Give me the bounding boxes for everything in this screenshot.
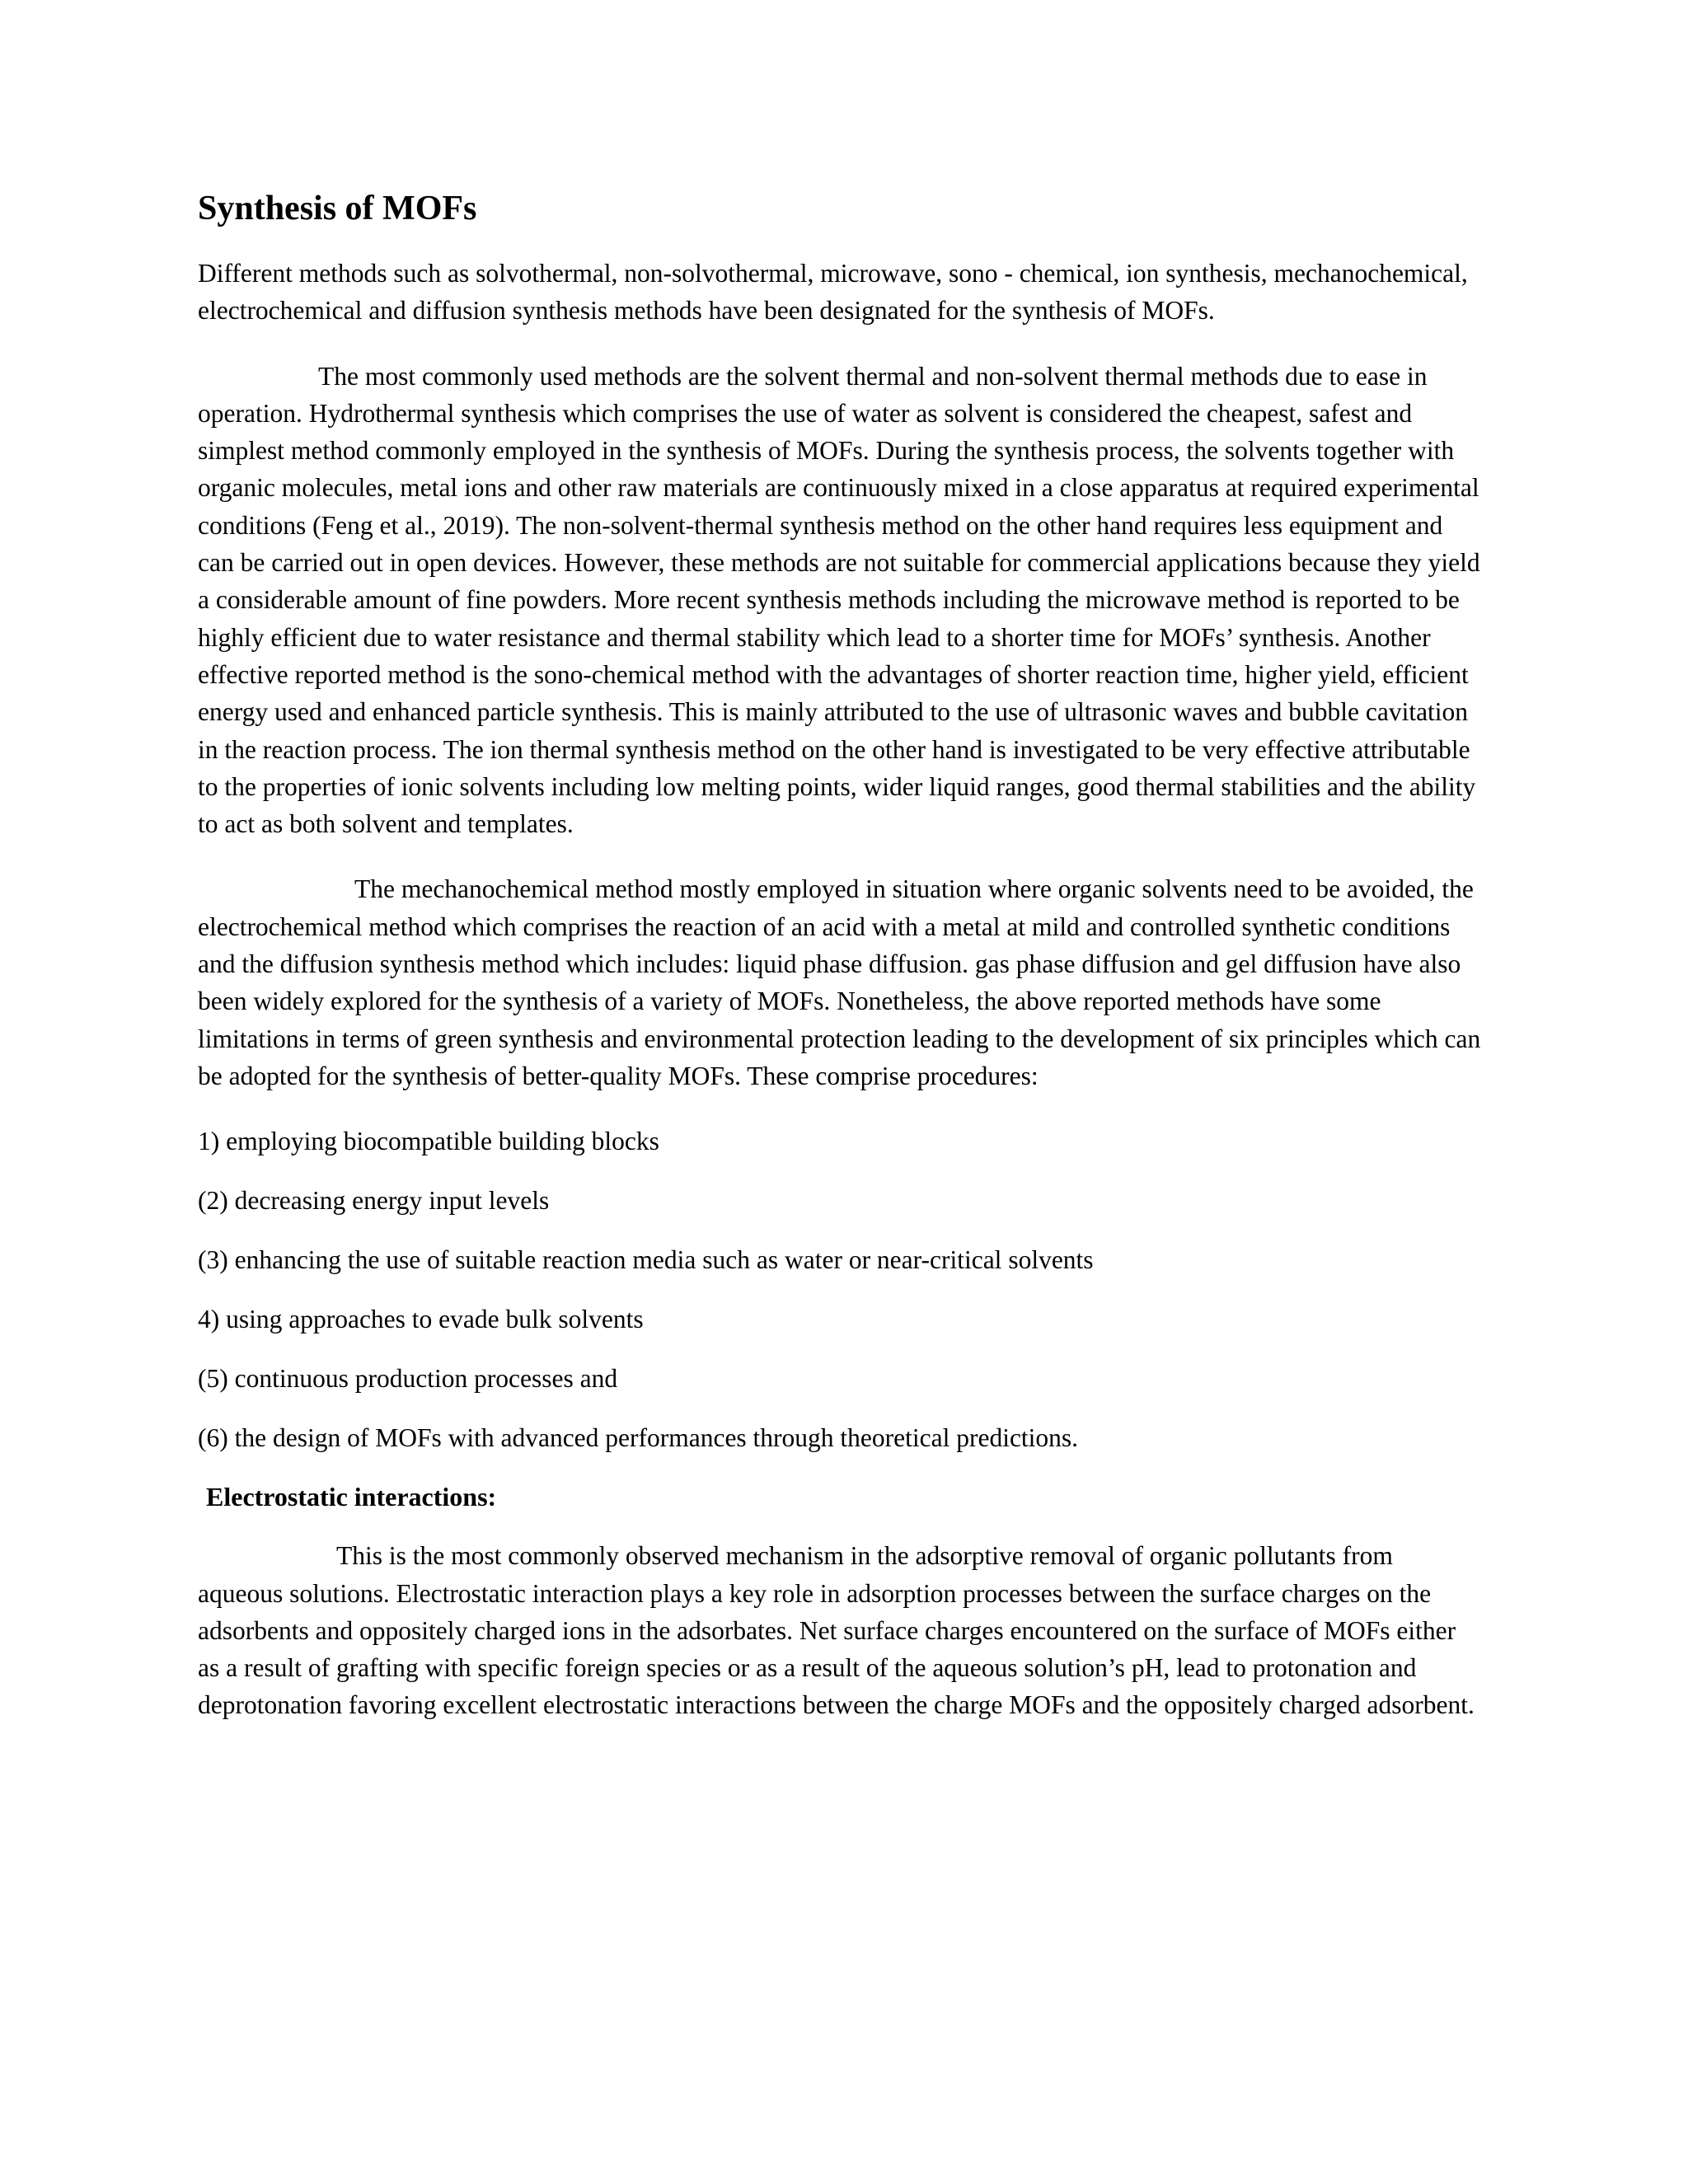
list-item: (5) continuous production processes and bbox=[198, 1364, 618, 1394]
intro-paragraph: Different methods such as solvothermal, non-solvothermal, microwave, sono - chemical, ion synthesis, mechanochemical, electrochemical and diffusion synthesis methods have been designated for the synthesis of MOFs. bbox=[198, 259, 1468, 326]
principles-list bbox=[198, 1122, 1484, 1456]
page-title: Synthesis of MOFs bbox=[198, 190, 477, 227]
document-page bbox=[198, 185, 1484, 1752]
electrostatic-paragraph: This is the most commonly observed mechanism in the adsorptive removal of organic pollutants from aqueous solutions. Electrostatic interaction plays a key role in adsorption processes between the surface charges on the adsorbents and oppositely charged ions in the adsorbates. Net surface charges encountered on the surface of MOFs either as a result of grafting with specific foreign species or as a result of the aqueous solution’s pH, lead to protonation and deprotonation favoring excellent electrostatic interactions between the charge MOFs and the oppositely charged adsorbent. bbox=[198, 1541, 1475, 1720]
list-item: (3) enhancing the use of suitable reaction media such as water or near-critical solvents bbox=[198, 1245, 1094, 1275]
section-subheading: Electrostatic interactions: bbox=[206, 1482, 497, 1512]
list-item: 4) using approaches to evade bulk solvents bbox=[198, 1305, 644, 1334]
list-item: (6) the design of MOFs with advanced performances through theoretical predictions. bbox=[198, 1423, 1079, 1453]
list-item: (2) decreasing energy input levels bbox=[198, 1186, 550, 1216]
methods-paragraph: The most commonly used methods are the solvent thermal and non-solvent thermal methods due to ease in operation. Hydrothermal synthesis which comprises the use of water as solvent is considered the cheapest, safest and simplest method commonly employed in the synthesis of MOFs. During the synthesis process, the solvents together with organic molecules, metal ions and other raw materials are continuously mixed in a close apparatus at required experimental conditions (Feng et al., 2019). The non-solvent-thermal synthesis method on the other hand requires less equipment and can be carried out in open devices. However, these methods are not suitable for commercial applications because they yield a considerable amount of fine powders. More recent synthesis methods including the microwave method is reported to be highly efficient due to water resistance and thermal stability which lead to a shorter time for MOFs’ synthesis. Another effective reported method is the sono-chemical method with the advantages of shorter reaction time, higher yield, efficient energy used and enhanced particle synthesis. This is mainly attributed to the use of ultrasonic waves and bubble cavitation in the reaction process. The ion thermal synthesis method on the other hand is investigated to be very effective attributable to the properties of ionic solvents including low melting points, wider liquid ranges, good thermal stabilities and the ability to act as both solvent and templates. bbox=[198, 361, 1480, 839]
mechanochemical-paragraph: The mechanochemical method mostly employed in situation where organic solvents need to be avoided, the electrochemical method which comprises the reaction of an acid with a metal at mild and controlled synthetic conditions and the diffusion synthesis method which includes: liquid phase diffusion. gas phase diffusion and gel diffusion have also been widely explored for the synthesis of a variety of MOFs. Nonetheless, the above reported methods have some limitations in terms of green synthesis and environmental protection leading to the development of six principles which can be adopted for the synthesis of better-quality MOFs. These comprise procedures: bbox=[198, 874, 1481, 1090]
list-item: 1) employing biocompatible building blocks bbox=[198, 1127, 659, 1156]
